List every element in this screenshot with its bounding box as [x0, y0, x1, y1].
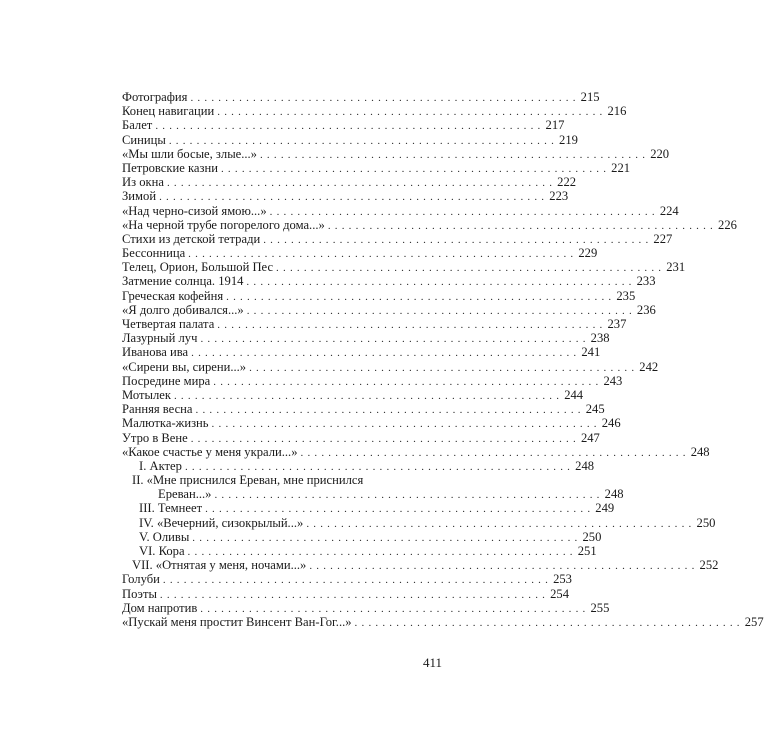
toc-entry	[122, 430, 600, 445]
toc-entry-title: Четвертая палата	[122, 317, 217, 331]
dot-leader: ........................................................	[187, 546, 577, 558]
toc-entry	[122, 444, 710, 459]
dot-leader: ........................................................	[211, 418, 601, 431]
toc-entry-page: 223	[549, 189, 569, 204]
toc-entry-title: «Какое счастье у меня украли...»	[122, 445, 301, 459]
dot-leader: ........................................................	[220, 162, 611, 175]
dot-leader: ........................................................	[249, 361, 639, 374]
toc-entry-title: V. Оливы	[139, 530, 192, 544]
toc-entry-page: 241	[581, 345, 601, 360]
toc-subentry	[122, 458, 595, 473]
toc-entry-title: Петровские казни	[122, 161, 221, 175]
toc-entry-page: 247	[580, 430, 600, 445]
toc-entry-page: 221	[611, 160, 631, 175]
toc-entry-page: 231	[666, 260, 686, 275]
dot-leader: ........................................................	[306, 517, 696, 530]
toc-entry-page: 254	[550, 586, 570, 601]
toc-entry-page: 250	[582, 529, 602, 544]
toc-entry-title: Ранняя весна	[122, 402, 196, 416]
dot-leader: ........................................................	[213, 375, 603, 388]
dot-leader: ........................................................	[168, 134, 559, 147]
toc-subentry-continuation	[122, 487, 624, 502]
toc-entry	[122, 416, 621, 431]
toc-entry-page: 235	[616, 288, 636, 303]
toc-entry	[122, 572, 572, 587]
toc-entry-title: III. Темнеет	[139, 501, 205, 515]
toc-subentry	[122, 501, 615, 516]
dot-leader: ........................................................	[259, 148, 650, 161]
toc-entry-page: 220	[650, 146, 670, 161]
toc-entry-title: «Я долго добивался...»	[122, 303, 247, 317]
toc-entry-page: 251	[577, 544, 597, 558]
toc-entry	[122, 90, 600, 104]
toc-entry-title: Лазурный луч	[122, 331, 200, 345]
toc-entry	[122, 132, 578, 147]
dot-leader: ........................................................	[166, 177, 557, 190]
toc-entry-title: Синицы	[122, 133, 169, 147]
dot-leader: ........................................................	[246, 304, 636, 317]
toc-subentry	[122, 558, 719, 573]
dot-leader: ........................................................	[300, 446, 690, 459]
toc-entry	[122, 260, 686, 275]
toc-entry-page: 233	[636, 274, 656, 289]
toc-entry-title: «Сирени вы, сирени...»	[122, 360, 249, 374]
toc-entry-page: 238	[590, 331, 610, 346]
toc-entry-page: 249	[595, 501, 615, 516]
toc-entry-title: «Над черно-сизой ямою...»	[122, 204, 270, 218]
toc-entry-title: «На черной трубе погорелого дома...»	[122, 218, 328, 232]
toc-entry-title: IV. «Вечерний, сизокрылый...»	[139, 516, 306, 530]
toc-entry-title: Телец, Орион, Большой Пес	[122, 260, 276, 274]
toc-entry	[122, 302, 656, 317]
dot-leader: ........................................................	[192, 531, 582, 544]
toc-entry-page: 222	[557, 175, 577, 190]
dot-leader: ........................................................	[276, 262, 666, 275]
toc-entry	[122, 359, 659, 374]
dot-leader: ........................................................	[159, 191, 549, 204]
toc-subentry	[122, 529, 602, 544]
toc-entry	[122, 246, 598, 261]
toc-entry	[122, 203, 679, 218]
dot-leader: ........................................................	[246, 276, 636, 289]
toc-entry-title: II. «Мне приснился Ереван, мне приснился	[132, 473, 366, 487]
dot-leader: ........................................................	[214, 489, 604, 502]
toc-entry-page: 255	[590, 600, 610, 615]
toc-entry-title: Балет	[122, 118, 155, 132]
toc-entry-page: 252	[699, 558, 719, 573]
toc-entry-title: Греческая кофейня	[122, 289, 226, 303]
toc-entry-title: Голуби	[122, 572, 163, 586]
dot-leader: ........................................................	[217, 106, 607, 119]
toc-entry-title: Иванова ива	[122, 345, 191, 359]
page-number: 411	[423, 655, 443, 670]
toc-entry-page: 244	[564, 387, 584, 402]
toc-entry	[122, 387, 584, 402]
toc-entry-title: Зимой	[122, 189, 159, 203]
toc-entry-page: 219	[559, 132, 578, 147]
dot-leader: ........................................................	[188, 248, 578, 261]
toc-entry-page: 246	[601, 416, 621, 431]
toc-entry-page: 227	[653, 231, 673, 246]
toc-entry-title: Стихи из детской тетради	[122, 232, 263, 246]
toc-entry-title: VI. Кора	[139, 544, 188, 558]
toc-entry	[122, 600, 610, 615]
dot-leader: ........................................................	[191, 347, 581, 360]
toc-entry	[122, 345, 601, 360]
toc-entry-page: 217	[545, 118, 565, 133]
toc-entry	[122, 231, 673, 246]
toc-entry-page: 248	[575, 458, 595, 473]
toc-entry	[122, 288, 636, 303]
dot-leader: ........................................................	[226, 290, 616, 303]
toc-entry-page: 215	[580, 90, 600, 104]
table-of-contents	[122, 90, 764, 629]
toc-entry	[122, 160, 631, 175]
toc-entry	[122, 614, 764, 629]
dot-leader: ........................................................	[354, 616, 744, 629]
dot-leader: ........................................................	[217, 319, 607, 331]
toc-entry-title: Затмение солнца. 1914	[122, 274, 246, 288]
toc-entry	[122, 189, 569, 204]
toc-entry-page: 243	[603, 373, 623, 388]
toc-entry-page: 248	[604, 487, 624, 502]
toc-entry-page: 253	[553, 572, 572, 587]
toc-entry-page: 242	[639, 359, 659, 374]
toc-entry-page: 236	[636, 302, 656, 317]
toc-entry	[122, 146, 670, 161]
toc-entry-page: 224	[659, 203, 679, 218]
toc-entry	[122, 104, 627, 119]
dot-leader: ........................................................	[327, 219, 718, 232]
toc-entry-title: Посредине мира	[122, 374, 213, 388]
dot-leader: ........................................................	[263, 233, 653, 246]
toc-entry-title: Дом напротив	[122, 601, 200, 615]
dot-leader: ........................................................	[173, 389, 564, 402]
toc-entry-title: Мотылек	[122, 388, 174, 402]
toc-entry-title: «Пускай меня простит Винсент Ван-Гог...»	[122, 615, 355, 629]
dot-leader: ........................................................	[269, 205, 659, 218]
toc-entry-page: 250	[696, 515, 716, 530]
toc-subentry	[122, 473, 458, 487]
toc-entry	[122, 331, 610, 346]
toc-entry-page: 226	[718, 217, 737, 232]
dot-leader: ........................................................	[162, 574, 553, 587]
dot-leader: ........................................................	[159, 588, 550, 601]
toc-entry	[122, 118, 565, 133]
dot-leader: ........................................................	[200, 602, 590, 615]
toc-entry-page: 248	[690, 444, 710, 459]
toc-entry-title: Из окна	[122, 175, 167, 189]
dot-leader: ........................................................	[190, 432, 580, 445]
toc-subentry	[122, 515, 716, 530]
toc-entry-title: Малютка-жизнь	[122, 416, 212, 430]
toc-subentry	[122, 544, 597, 558]
toc-entry-title: Поэты	[122, 587, 160, 601]
toc-entry-title: I. Актер	[139, 459, 185, 473]
toc-entry-title: VII. «Отнятая у меня, ночами...»	[132, 558, 309, 572]
dot-leader: ........................................................	[309, 560, 699, 573]
toc-entry	[122, 402, 605, 417]
toc-entry-title: Утро в Вене	[122, 431, 191, 445]
toc-entry-page: 216	[607, 104, 627, 119]
toc-entry	[122, 175, 577, 190]
dot-leader: ........................................................	[184, 460, 575, 473]
toc-entry-title: Ереван...»	[158, 487, 214, 501]
toc-entry-title: Фотография	[122, 90, 190, 104]
dot-leader: ........................................................	[200, 333, 590, 346]
toc-entry-page: 237	[607, 317, 627, 331]
dot-leader: ........................................................	[155, 120, 545, 133]
toc-entry-page: 229	[578, 246, 598, 261]
toc-entry	[122, 274, 656, 289]
dot-leader: ........................................................	[190, 92, 580, 104]
toc-entry-page: 245	[585, 402, 605, 417]
dot-leader: ........................................................	[205, 503, 595, 516]
toc-entry	[122, 217, 737, 232]
toc-entry	[122, 373, 623, 388]
toc-entry	[122, 317, 627, 331]
toc-entry-title: Конец навигации	[122, 104, 217, 118]
toc-entry-page: 257	[744, 614, 764, 629]
toc-entry	[122, 586, 570, 601]
toc-entry-title: Бессонница	[122, 246, 188, 260]
dot-leader: ........................................................	[195, 404, 585, 417]
toc-entry-title: «Мы шли босые, злые...»	[122, 147, 260, 161]
